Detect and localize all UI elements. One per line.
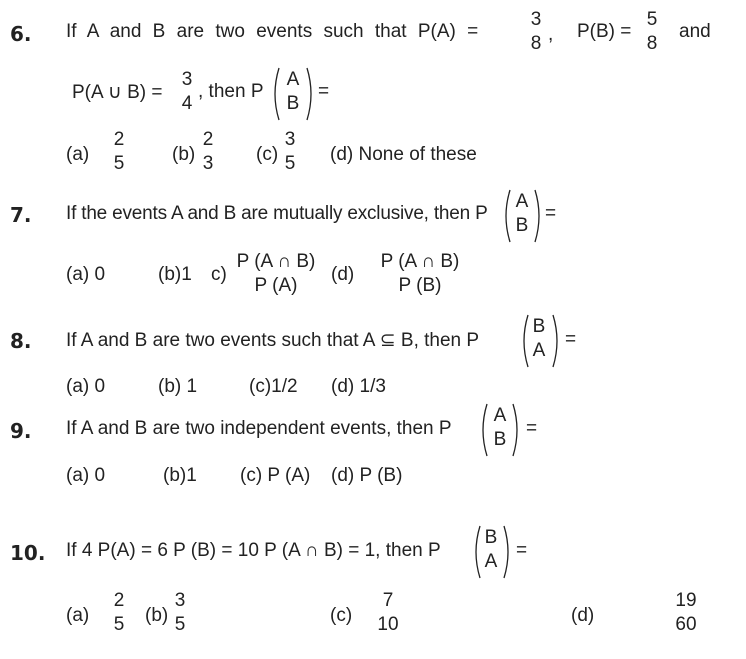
- numerator: 5: [646, 9, 658, 30]
- question-text: If 4 P(A) = 6 P (B) = 10 P (A ∩ B) = 1, then P: [66, 540, 441, 561]
- left-paren-icon: [269, 66, 281, 122]
- numerator: B: [532, 316, 546, 337]
- numerator: 3: [284, 129, 296, 150]
- fraction: [199, 128, 217, 176]
- numerator: 3: [181, 69, 193, 90]
- question-number: 10.: [10, 541, 46, 565]
- denominator: 60: [675, 614, 697, 635]
- denominator: 5: [174, 614, 186, 635]
- denominator: P (A): [254, 275, 298, 296]
- option-label: c): [211, 264, 227, 285]
- denominator: A: [532, 340, 546, 361]
- numerator: A: [286, 69, 300, 90]
- denominator: 3: [202, 153, 214, 174]
- fraction: [373, 589, 403, 637]
- denominator: 4: [181, 93, 193, 114]
- fraction: [374, 250, 466, 298]
- equals-sign: =: [565, 329, 577, 350]
- fraction: [178, 68, 196, 116]
- numerator: A: [515, 191, 529, 212]
- option-label: (c): [330, 605, 353, 626]
- option-label: (a): [66, 144, 90, 165]
- fraction: [528, 315, 550, 363]
- fraction: [643, 8, 661, 56]
- denominator: P (B): [398, 275, 442, 296]
- right-paren-icon: [305, 66, 317, 122]
- comma: ,: [548, 24, 554, 45]
- option-label: (b): [172, 144, 196, 165]
- right-paren-icon: [502, 524, 514, 580]
- question-number: 8.: [10, 329, 32, 353]
- equals-sign: =: [526, 418, 538, 439]
- denominator: 8: [646, 33, 658, 54]
- numerator: P (A ∩ B): [380, 251, 460, 272]
- numerator: 2: [113, 129, 125, 150]
- denominator: 10: [377, 614, 399, 635]
- numerator: 3: [530, 9, 542, 30]
- option-text: (d) P (B): [331, 465, 403, 486]
- numerator: A: [493, 405, 507, 426]
- denominator: 5: [284, 153, 296, 174]
- option-label: (d): [331, 264, 355, 285]
- denominator: 8: [530, 33, 542, 54]
- denominator: A: [484, 551, 498, 572]
- option-label: (d): [571, 605, 595, 626]
- fraction: [489, 404, 511, 452]
- option-text: (d) 1/3: [331, 376, 386, 397]
- denominator: 5: [113, 614, 125, 635]
- numerator: 19: [675, 590, 697, 611]
- denominator: B: [515, 215, 529, 236]
- right-paren-icon: [533, 188, 545, 244]
- denominator: B: [493, 429, 507, 450]
- option-text: (d) None of these: [330, 144, 477, 165]
- option-text: (a) 0: [66, 465, 106, 486]
- option-text: (c)1/2: [249, 376, 298, 397]
- right-paren-icon: [511, 402, 523, 458]
- right-paren-icon: [551, 313, 563, 369]
- denominator: 5: [113, 153, 125, 174]
- option-text: (a) 0: [66, 264, 106, 285]
- question-text: If A and B are two events such that P(A) =: [66, 21, 479, 42]
- numerator: P (A ∩ B): [236, 251, 316, 272]
- option-label: (a): [66, 605, 90, 626]
- numerator: 2: [202, 129, 214, 150]
- math-expression: P(A ∪ B) =: [72, 82, 163, 103]
- fraction: [671, 589, 701, 637]
- numerator: B: [484, 527, 498, 548]
- fraction: [282, 68, 304, 116]
- math-expression: P(B) =: [577, 21, 632, 42]
- equals-sign: =: [545, 203, 557, 224]
- option-label: (b): [145, 605, 169, 626]
- question-number: 9.: [10, 419, 32, 443]
- denominator: B: [286, 93, 300, 114]
- equals-sign: =: [516, 540, 528, 561]
- option-label: (c): [256, 144, 279, 165]
- fraction: [110, 128, 128, 176]
- option-text: (a) 0: [66, 376, 106, 397]
- left-paren-icon: [477, 402, 489, 458]
- fraction: [281, 128, 299, 176]
- question-number: 7.: [10, 203, 32, 227]
- question-text: If A and B are two events such that A ⊆ B, then P: [66, 330, 480, 351]
- option-text: (b) 1: [158, 376, 198, 397]
- math-expression: , then P: [198, 81, 264, 102]
- fraction: [511, 190, 533, 238]
- question-text: If A and B are two independent events, then P: [66, 418, 452, 439]
- question-text: If the events A and B are mutually exclusive, then P: [66, 203, 488, 224]
- option-text: (b)1: [158, 264, 192, 285]
- equals-sign: =: [318, 81, 330, 102]
- fraction: [480, 526, 502, 574]
- numerator: 2: [113, 590, 125, 611]
- question-number: 6.: [10, 22, 32, 46]
- option-text: (c) P (A): [240, 465, 311, 486]
- fraction: [527, 8, 545, 56]
- fraction: [110, 589, 128, 637]
- conjunction: and: [679, 21, 711, 42]
- option-text: (b)1: [163, 465, 197, 486]
- numerator: 3: [174, 590, 186, 611]
- numerator: 7: [382, 590, 394, 611]
- fraction: [230, 250, 322, 298]
- fraction: [171, 589, 189, 637]
